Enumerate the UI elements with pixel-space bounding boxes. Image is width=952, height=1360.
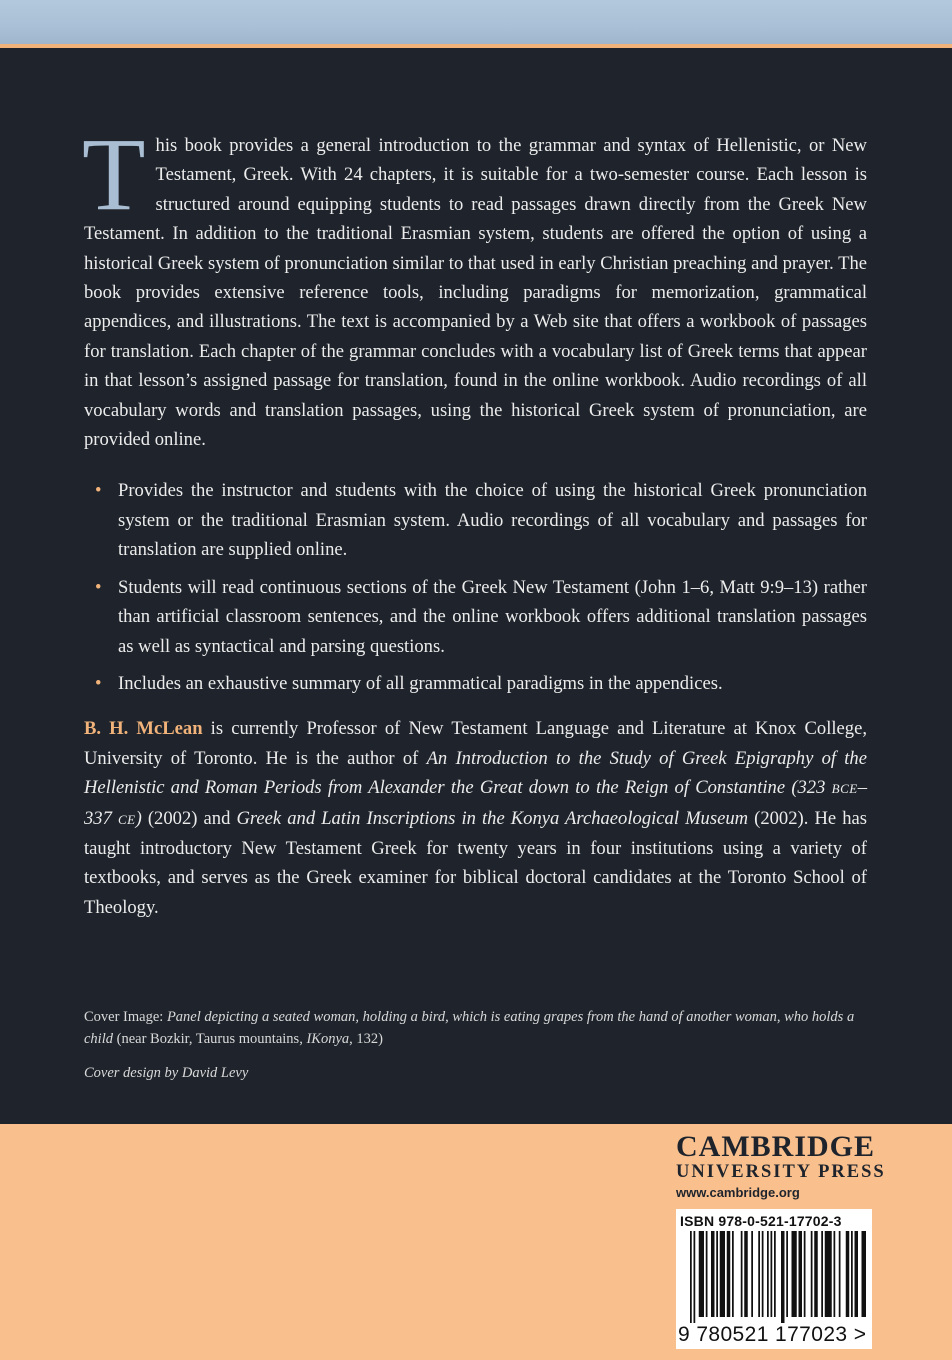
barcode-bar — [804, 1231, 806, 1317]
barcode-bar — [781, 1231, 785, 1323]
bullet-icon: • — [95, 672, 102, 694]
barcode-bar — [839, 1231, 841, 1317]
barcode-bar — [834, 1231, 836, 1317]
design-credit-text: Cover design by David Levy — [84, 1065, 249, 1081]
barcode-icon — [682, 1231, 866, 1323]
cover-image-credit — [84, 1006, 874, 1050]
cover-design-credit — [84, 1062, 874, 1084]
barcode-bar — [825, 1231, 832, 1317]
barcode-bar — [855, 1231, 859, 1317]
barcode-bar — [767, 1231, 769, 1317]
barcode-bar — [814, 1231, 818, 1317]
credit-location-end: , 132) — [349, 1031, 383, 1047]
barcode-bar — [811, 1231, 813, 1317]
list-item — [84, 669, 867, 698]
bio-text: (2002). He has taught introductory New Testament Greek for twenty years in four institutions using a variety of textbooks, and serves as the Greek examiner for biblical doctoral candidates at the Toronto School of Theology. — [84, 807, 867, 918]
intro-paragraph — [82, 117, 867, 454]
barcode-bar — [792, 1231, 797, 1317]
publisher-url: www.cambridge.org — [676, 1185, 800, 1200]
barcode-bar — [720, 1231, 725, 1317]
barcode-bar — [821, 1231, 823, 1317]
barcode-bar — [690, 1231, 692, 1323]
credit-caption: Panel depicting a seated woman, holding a bird, which is eating grapes from the hand of another woman, who holds a child — [84, 1009, 855, 1047]
barcode-bar — [799, 1231, 803, 1317]
barcode-bar — [758, 1231, 760, 1317]
barcode-bar — [727, 1231, 731, 1317]
author-name: B. H. McLean — [84, 718, 203, 740]
list-item — [84, 573, 867, 661]
barcode-bar — [711, 1231, 715, 1317]
drop-cap: T — [82, 117, 146, 232]
publisher-subtitle: UNIVERSITY PRESS — [676, 1162, 886, 1182]
barcode-bar — [762, 1231, 764, 1317]
main-text — [82, 117, 867, 922]
barcode-bar — [774, 1231, 776, 1317]
barcode-bar — [699, 1231, 704, 1317]
book-title-text: An Introduction to the Study of Greek Epigraphy of the Hellenistic and Roman Periods from Alexander the Great down to the Reign of Constantine (323 — [84, 747, 867, 799]
credit-location: (near Bozkir, Taurus mountains, — [113, 1031, 307, 1047]
bio-text: is currently Professor of New Testament Language and Literature at Knox College, University of Toronto. He is the author of — [84, 718, 867, 769]
barcode-bar — [706, 1231, 708, 1317]
barcode-digits: 9 780521 177023 > — [678, 1323, 867, 1346]
top-sky-band — [0, 0, 952, 44]
credit-source: IKonya — [306, 1031, 350, 1047]
book-title: Greek and Latin Inscriptions in the Konya Archaeological Museum — [236, 807, 749, 829]
isbn-label: ISBN 978-0-521-17702-3 — [680, 1213, 842, 1229]
barcode-bar — [862, 1231, 867, 1317]
list-item — [84, 476, 867, 564]
era-label: BCE — [831, 781, 858, 797]
bullet-icon: • — [95, 480, 102, 502]
barcode-bar — [786, 1231, 788, 1317]
era-label: CE — [117, 811, 136, 827]
bio-text: (2002) and — [141, 807, 237, 829]
feature-list — [84, 476, 867, 698]
barcode-bar — [846, 1231, 850, 1317]
author-bio — [84, 714, 867, 922]
list-item-text: Includes an exhaustive summary of all grammatical paradigms in the appendices. — [118, 672, 723, 694]
barcode-bar — [771, 1231, 773, 1317]
barcode-box — [676, 1209, 872, 1349]
barcode-bar — [744, 1231, 748, 1317]
bullet-icon: • — [95, 576, 102, 598]
book-title-text: –337 — [84, 777, 867, 829]
barcode-bar — [851, 1231, 853, 1317]
barcode-bar — [741, 1231, 743, 1317]
list-item-text: Students will read continuous sections of the Greek New Testament (John 1–6, Matt 9:9–13) rather than artificial classroom sentences, and the online workbook offers additional translation passages as well as syntactical and parsing questions. — [118, 576, 867, 657]
publisher-name: CAMBRIDGE — [676, 1130, 876, 1163]
barcode-bar — [751, 1231, 753, 1317]
cover-credits — [84, 1006, 874, 1084]
book-title-text: ) — [135, 807, 142, 829]
list-item-text: Provides the instructor and students with the choice of using the historical Greek pronunciation system or the traditional Erasmian system. Audio recordings of all vocabulary and passages for translation are supplied online. — [118, 480, 867, 561]
credit-label: Cover Image: — [84, 1009, 167, 1025]
barcode-bar — [732, 1231, 734, 1317]
publisher-logo — [676, 1132, 886, 1202]
barcode-bar — [694, 1231, 696, 1323]
barcode-bar — [716, 1231, 718, 1317]
top-accent-rule — [0, 44, 952, 48]
intro-text: his book provides a general introduction to the grammar and syntax of Hellenistic, or New Testament, Greek. With 24 chapters, it is suitable for a two-semester course. Each lesson is structured around equipping students to read passages drawn directly from the Greek New Testament. In addition to the traditional Erasmian system, students are offered the option of using a historical Greek system of pronunciation similar to that used in early Christian preaching and prayer. The book provides extensive reference tools, including paradigms for memorization, grammatical appendices, and illustrations. The text is accompanied by a Web site that offers a workbook of passages for translation. Each chapter of the grammar concludes with a vocabulary list of Greek terms that appear in that lesson’s assigned passage for translation, found in the online workbook. Audio recordings of all vocabulary words and translation passages, using the historical Greek system of pronunciation, are provided online. — [84, 135, 867, 451]
